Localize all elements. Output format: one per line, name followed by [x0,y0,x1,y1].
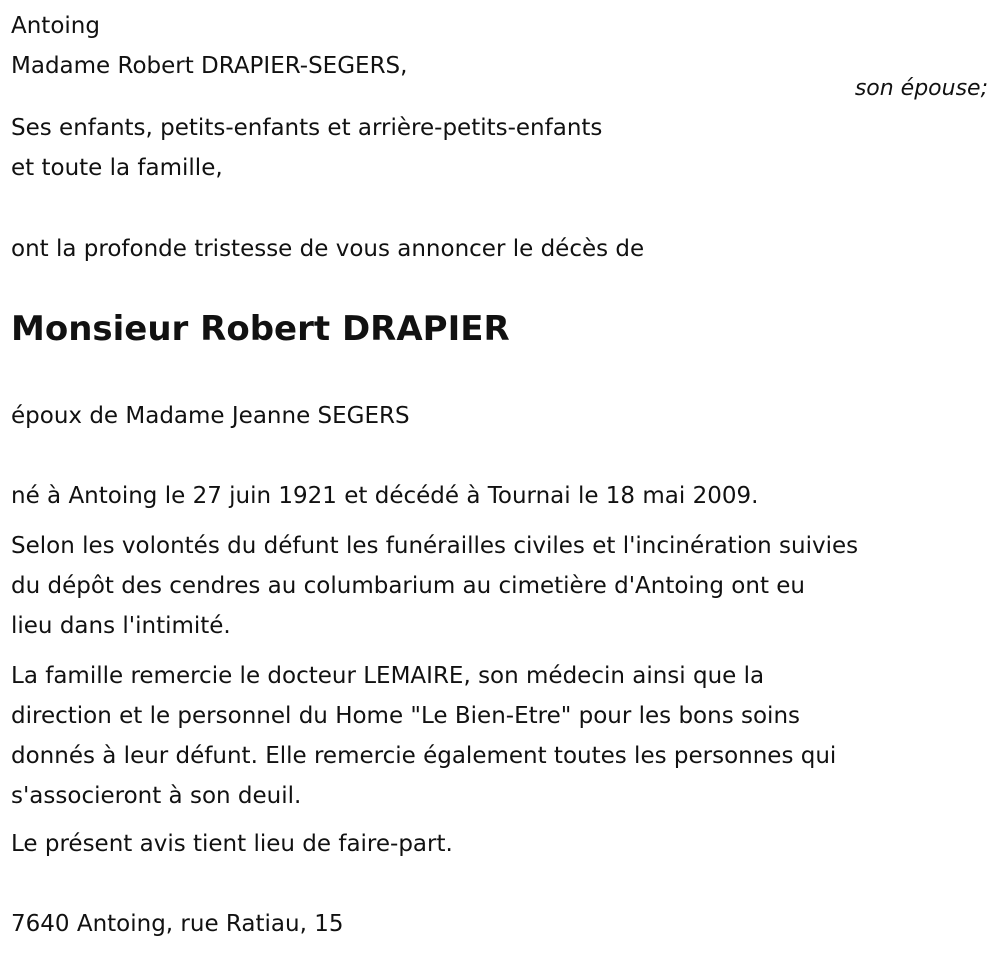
thanks-line-4: s'associeront à son deuil. [11,783,302,809]
announcement-line: ont la profonde tristesse de vous annoncer le décès de [11,236,645,262]
address-line: 7640 Antoing, rue Ratiau, 15 [11,911,344,937]
descendants-line-1: Ses enfants, petits-enfants et arrière-petits-enfants [11,115,603,141]
funeral-line-1: Selon les volontés du défunt les funérailles civiles et l'incinération suivies [11,533,859,559]
closing-line: Le présent avis tient lieu de faire-part. [11,831,453,857]
thanks-line-3: donnés à leur défunt. Elle remercie également toutes les personnes qui [11,743,837,769]
thanks-line-2: direction et le personnel du Home "Le Bien-Etre" pour les bons soins [11,703,801,729]
place-line: Antoing [11,13,100,39]
funeral-line-2: du dépôt des cendres au columbarium au cimetière d'Antoing ont eu [11,573,806,599]
deceased-name: Monsieur Robert DRAPIER [11,309,510,349]
family-head-relation: son épouse; [854,76,988,101]
birth-death-line: né à Antoing le 27 juin 1921 et décédé à Tournai le 18 mai 2009. [11,483,759,509]
spouse-of-line: époux de Madame Jeanne SEGERS [11,403,410,429]
family-head-line: Madame Robert DRAPIER-SEGERS, [11,53,408,79]
funeral-line-3: lieu dans l'intimité. [11,613,231,639]
descendants-line-2: et toute la famille, [11,155,223,181]
thanks-line-1: La famille remercie le docteur LEMAIRE, son médecin ainsi que la [11,663,765,689]
